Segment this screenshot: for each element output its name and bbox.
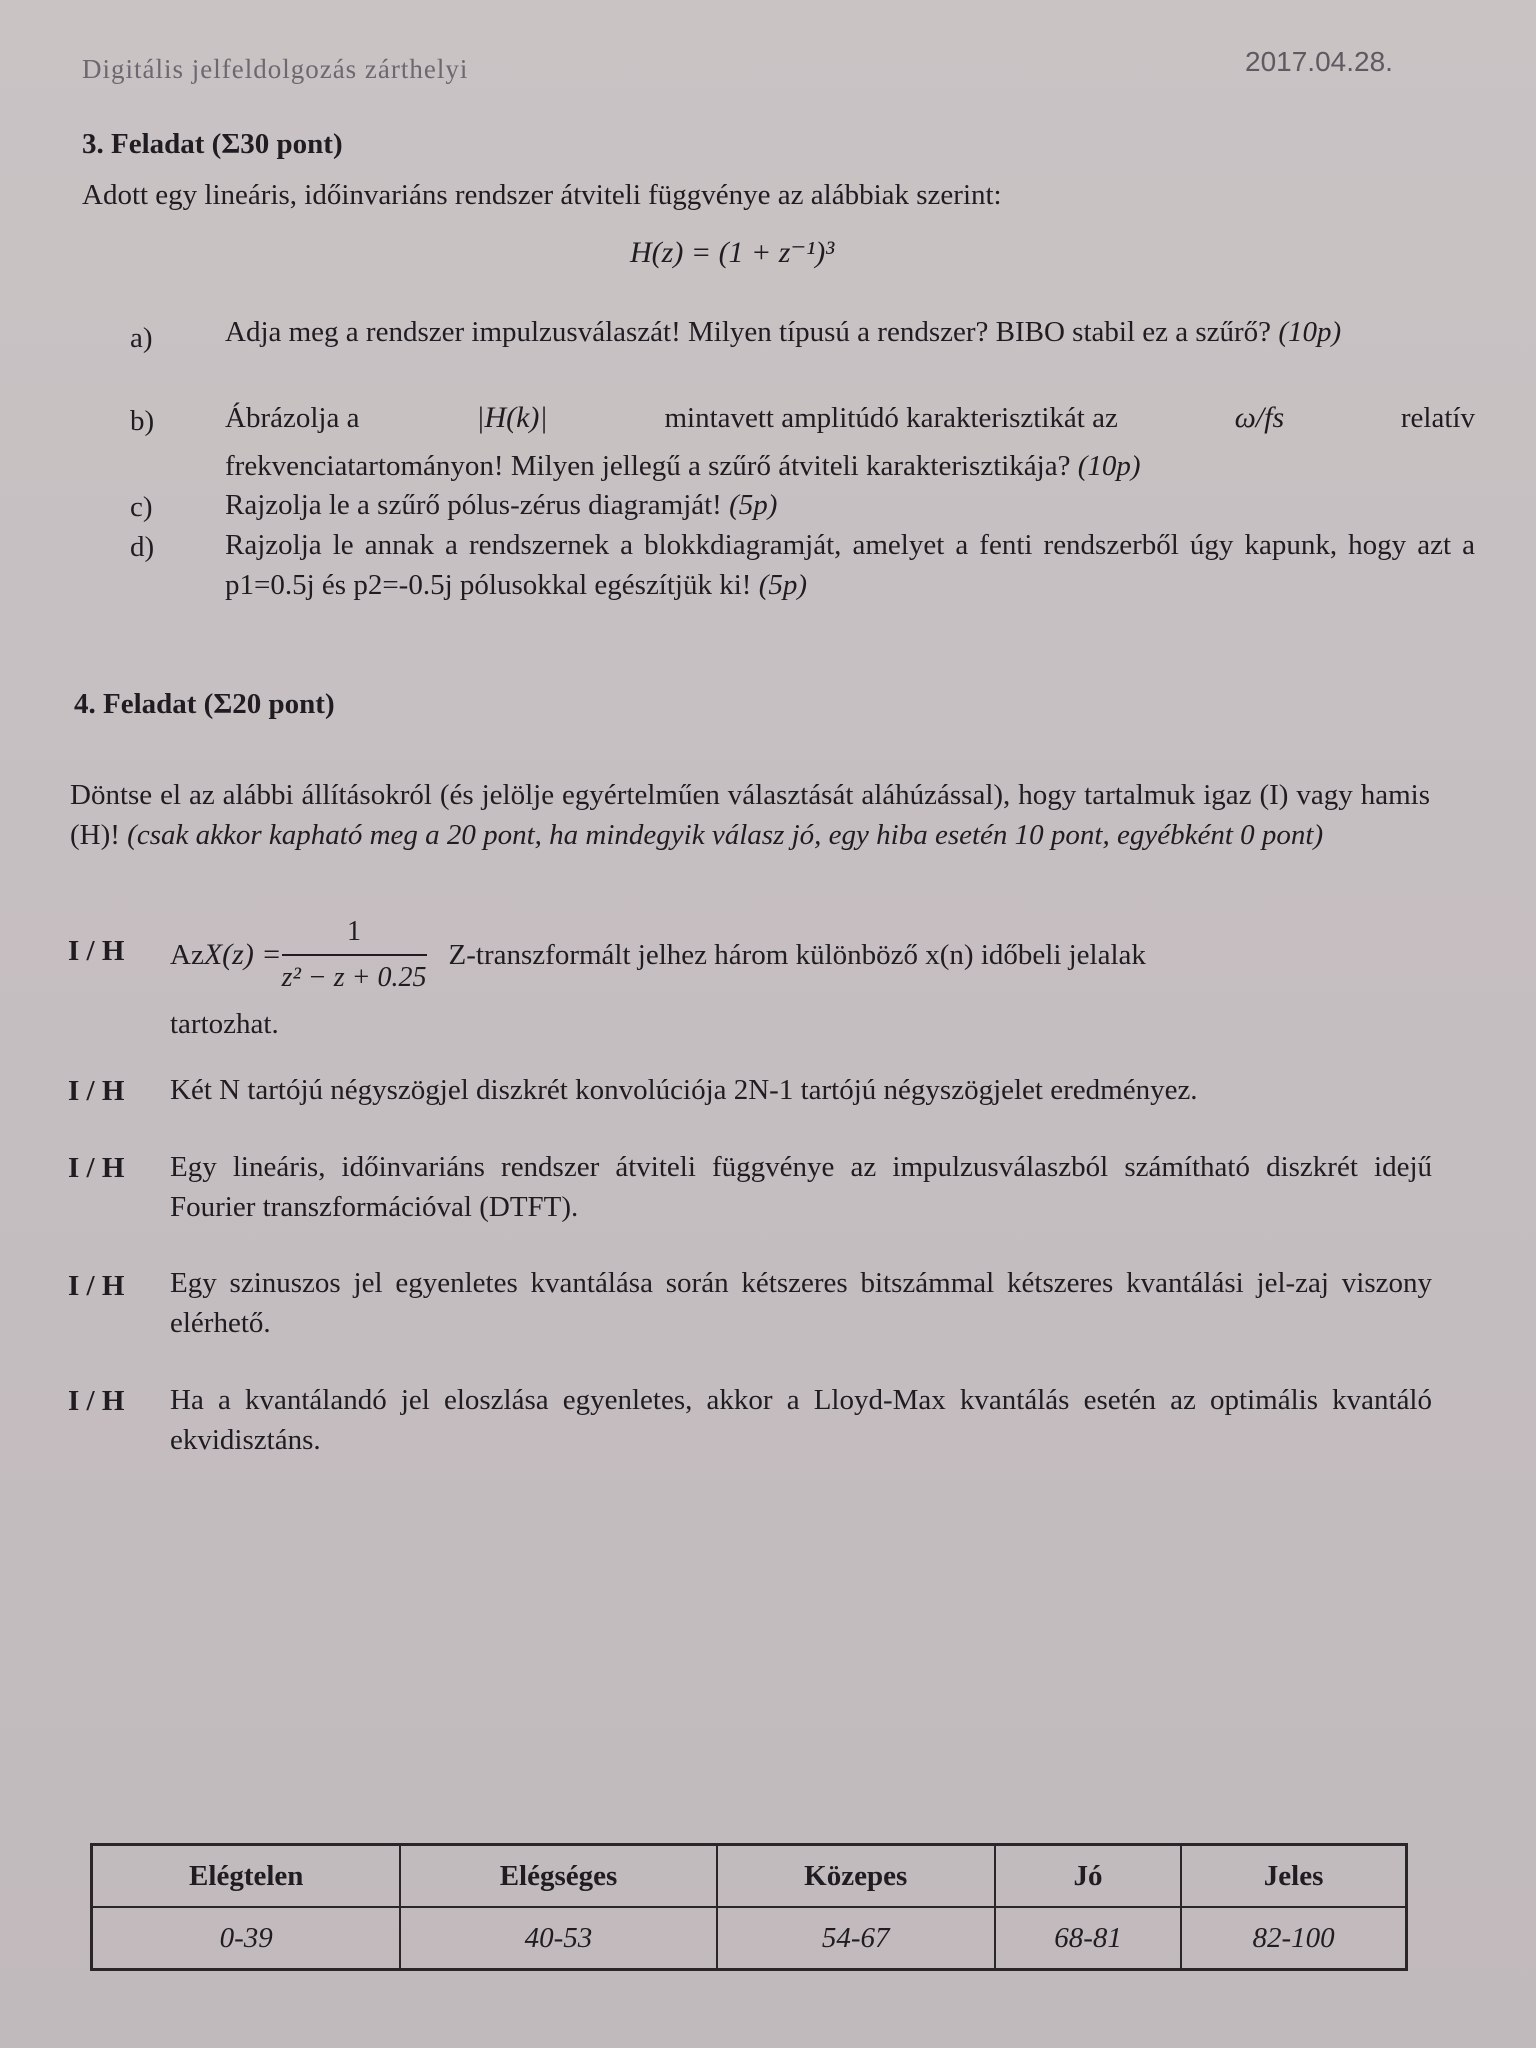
fraction-denominator: z² − z + 0.25 bbox=[281, 962, 427, 993]
item-a-body: Adja meg a rendszer impulzusválaszát! Milyen típusú a rendszer? BIBO stabil ez a szűrő? bbox=[225, 316, 1272, 348]
task3-intro: Adott egy lineáris, időinvariáns rendszer átviteli függvénye az alábbiak szerint: bbox=[82, 179, 1002, 211]
grade-range: 40-53 bbox=[400, 1907, 716, 1970]
statement-4-text: Egy szinuszos jel egyenletes kvantálása során kétszeres bitszámmal kétszeres kvantálási jel-zaj viszony elérhető. bbox=[170, 1267, 1432, 1339]
statement-5-mark[interactable]: I / H bbox=[68, 1385, 125, 1417]
task4-title: 4. Feladat (Σ20 pont) bbox=[74, 688, 335, 720]
item-d-label: d) bbox=[130, 531, 155, 563]
item-b-part2: mintavett amplitúdó karakterisztikát az bbox=[664, 402, 1118, 434]
grade-range-row bbox=[92, 1907, 1407, 1970]
statement-1-lhs: X(z) = bbox=[203, 938, 282, 971]
grade-range: 82-100 bbox=[1181, 1907, 1406, 1970]
statement-1-text bbox=[170, 912, 1432, 1044]
item-b-math2: ω/fs bbox=[1234, 401, 1285, 434]
grade-header: Jeles bbox=[1181, 1845, 1406, 1908]
task3-formula: H(z) = (1 + z⁻¹)³ bbox=[630, 236, 835, 269]
grade-table bbox=[90, 1843, 1408, 1971]
statement-1-line1 bbox=[170, 912, 1432, 998]
statement-3-mark[interactable]: I / H bbox=[68, 1152, 125, 1184]
grade-header: Elégséges bbox=[400, 1845, 716, 1908]
item-b-label: b) bbox=[130, 405, 155, 437]
item-c-body: Rajzolja le a szűrő pólus-zérus diagramját! bbox=[225, 489, 722, 521]
item-a-label: a) bbox=[130, 322, 153, 354]
grade-range: 0-39 bbox=[92, 1907, 401, 1970]
item-c-label: c) bbox=[130, 491, 153, 523]
grade-range: 54-67 bbox=[717, 1907, 995, 1970]
item-a-text bbox=[225, 312, 1475, 352]
item-d-text bbox=[225, 525, 1475, 605]
grade-header: Közepes bbox=[717, 1845, 995, 1908]
item-d-points: (5p) bbox=[758, 569, 808, 601]
grade-header: Jó bbox=[995, 1845, 1181, 1908]
item-b-line2 bbox=[225, 446, 1475, 486]
statement-1-post-start: Z-transzformált jelhez három különböző x(n) időbeli jelalak bbox=[448, 939, 1146, 971]
item-a-points: (10p) bbox=[1278, 316, 1342, 348]
item-b-line1 bbox=[225, 396, 1475, 440]
grade-range: 68-81 bbox=[995, 1907, 1181, 1970]
task4-intro-text: Döntse el az alábbi állításokról (és jelölje egyértelműen választását aláhúzással), hogy tartalmuk igaz (I) vagy hamis (H)! bbox=[70, 779, 1430, 851]
statement-1-fraction bbox=[282, 912, 427, 998]
item-b-part3-start: relatív bbox=[1400, 402, 1475, 434]
item-b-text bbox=[225, 396, 1475, 486]
task3-title: 3. Feladat (Σ30 pont) bbox=[82, 128, 343, 160]
course-title: Digitális jelfeldolgozás zárthelyi bbox=[82, 54, 469, 84]
statement-5-text: Ha a kvantálandó jel eloszlása egyenletes, akkor a Lloyd-Max kvantálás esetén az optimális kvantáló ekvidisztáns. bbox=[170, 1384, 1432, 1456]
grade-header: Elégtelen bbox=[92, 1845, 401, 1908]
item-b-math1: |H(k)| bbox=[476, 401, 548, 434]
item-b-part3: frekvenciatartományon! Milyen jellegű a szűrő átviteli karakterisztikája? bbox=[225, 450, 1071, 482]
exam-date: 2017.04.28. bbox=[1245, 46, 1393, 77]
statement-4-mark[interactable]: I / H bbox=[68, 1270, 125, 1302]
item-b-part1: Ábrázolja a bbox=[225, 402, 360, 434]
item-b-points: (10p) bbox=[1077, 450, 1141, 482]
statement-1-line2: tartozhat. bbox=[170, 1008, 279, 1040]
task4-intro bbox=[70, 775, 1430, 855]
grade-header-row bbox=[92, 1845, 1407, 1908]
item-d-body: Rajzolja le annak a rendszernek a blokkdiagramját, amelyet a fenti rendszerből úgy kapunk, hogy azt a p1=0.5j és p2=-0.5j pólusokkal egészítjük ki! bbox=[225, 529, 1475, 601]
statement-2-mark[interactable]: I / H bbox=[68, 1075, 125, 1107]
item-c-text bbox=[225, 485, 1475, 525]
statement-1-pre: Az bbox=[170, 939, 204, 971]
statement-1-mark[interactable]: I / H bbox=[68, 935, 125, 967]
fraction-numerator: 1 bbox=[282, 912, 427, 956]
task4-intro-note: (csak akkor kapható meg a 20 pont, ha mindegyik válasz jó, egy hiba esetén 10 pont, egyébként 0 pont) bbox=[127, 819, 1324, 851]
statement-2-text: Két N tartójú négyszögjel diszkrét konvolúciója 2N-1 tartójú négyszögjelet eredményez. bbox=[170, 1074, 1198, 1106]
item-c-points: (5p) bbox=[729, 489, 778, 521]
statement-3-text: Egy lineáris, időinvariáns rendszer átviteli függvénye az impulzusválaszból számítható diszkrét idejű Fourier transzformációval (DTFT). bbox=[170, 1151, 1432, 1223]
